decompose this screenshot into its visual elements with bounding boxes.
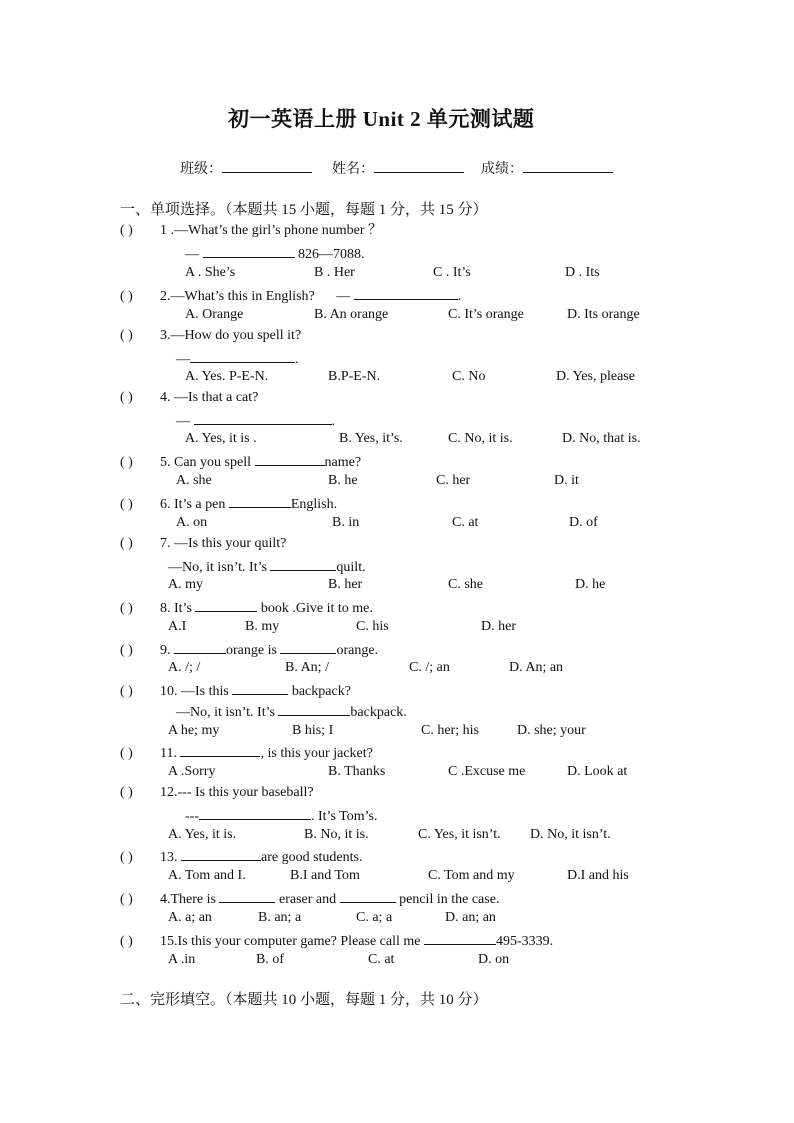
option-a[interactable]: A. Tom and I. — [168, 868, 246, 883]
fill-blank[interactable] — [278, 701, 350, 716]
question-12-answer-line — [185, 805, 377, 826]
question-stem: 8. It’s — [160, 601, 196, 616]
option-a[interactable]: A. my — [168, 577, 203, 592]
option-d[interactable]: D. Yes, please — [556, 369, 635, 384]
option-d[interactable]: D. he — [575, 577, 606, 592]
answer-suffix: . — [295, 352, 299, 367]
question-stem: 13. — [160, 850, 181, 865]
question-stem: 11. — [160, 746, 181, 761]
option-d[interactable]: D. it — [554, 473, 579, 488]
question-14 — [120, 888, 499, 909]
option-a[interactable]: A he; my — [168, 723, 220, 738]
option-b[interactable]: B. her — [328, 577, 363, 592]
question-stem: 3.—How do you spell it? — [160, 328, 302, 343]
section-2-heading: 二、完形填空。（本题共 10 小题，每题 1 分，共 10 分） — [120, 992, 488, 1008]
question-1 — [120, 222, 382, 240]
score-label: 成绩： — [481, 162, 523, 177]
answer-prefix: — — [336, 289, 351, 304]
fill-blank-1[interactable] — [219, 888, 275, 903]
fill-blank[interactable] — [195, 597, 257, 612]
score-blank[interactable] — [523, 158, 613, 173]
answer-paren[interactable]: ( ) — [120, 601, 133, 616]
fill-blank-2[interactable] — [340, 888, 396, 903]
option-c[interactable]: C. at — [452, 515, 479, 530]
answer-prefix: —No, it isn’t. It’s — [168, 560, 271, 575]
answer-paren[interactable]: ( ) — [120, 684, 133, 699]
question-stem: 2.—What’s this in English? — [160, 289, 315, 304]
question-stem-suffix: backpack? — [288, 684, 351, 699]
option-a[interactable]: A. she — [176, 473, 212, 488]
option-b[interactable]: B.P-E-N. — [328, 369, 381, 384]
answer-suffix: backpack. — [350, 705, 407, 720]
option-a[interactable]: A .in — [168, 952, 196, 967]
question-stem-suffix: orange. — [336, 643, 379, 658]
answer-paren[interactable]: ( ) — [120, 536, 133, 551]
question-13 — [120, 846, 362, 867]
question-stem: 5. Can you spell — [160, 455, 255, 470]
option-b[interactable]: B. an; a — [258, 910, 302, 925]
option-a[interactable]: A.I — [168, 619, 187, 634]
fill-blank[interactable] — [194, 410, 332, 425]
answer-paren[interactable]: ( ) — [120, 785, 133, 800]
question-stem: 4. —Is that a cat? — [160, 390, 259, 405]
option-b[interactable]: B. An; / — [285, 660, 329, 675]
question-2 — [120, 285, 461, 306]
answer-paren[interactable]: ( ) — [120, 643, 133, 658]
option-a[interactable]: A. Yes. P-E-N. — [185, 369, 269, 384]
option-d[interactable]: D. No, that is. — [562, 431, 641, 446]
section-1-heading: 一、单项选择。（本题共 15 小题，每题 1 分，共 15 分） — [120, 202, 488, 218]
option-a[interactable]: A. Yes, it is . — [185, 431, 257, 446]
option-c[interactable]: C. It’s orange — [448, 307, 524, 322]
option-a[interactable]: A .Sorry — [168, 764, 216, 779]
option-d[interactable]: D. on — [478, 952, 510, 967]
question-stem-suffix: book .Give it to me. — [257, 601, 373, 616]
answer-prefix: --- — [185, 809, 199, 824]
option-b[interactable]: B. of — [256, 952, 284, 967]
option-d[interactable]: D. her — [481, 619, 516, 634]
answer-paren[interactable]: ( ) — [120, 328, 133, 343]
question-1-answer-line — [185, 243, 365, 264]
option-c[interactable]: C. a; a — [356, 910, 393, 925]
answer-paren[interactable]: ( ) — [120, 892, 133, 907]
option-d[interactable]: D. No, it isn’t. — [530, 827, 611, 842]
option-c[interactable]: C. /; an — [409, 660, 450, 675]
answer-paren[interactable]: ( ) — [120, 289, 133, 304]
option-c[interactable]: C. she — [448, 577, 483, 592]
question-stem: 4.There is — [160, 892, 220, 907]
question-8 — [120, 597, 373, 618]
option-c[interactable]: C. No — [452, 369, 486, 384]
name-label: 姓名： — [332, 162, 374, 177]
fill-blank[interactable] — [354, 285, 458, 300]
answer-prefix: —No, it isn’t. It’s — [176, 705, 279, 720]
option-b[interactable]: B. Yes, it’s. — [339, 431, 403, 446]
class-label: 班级： — [180, 162, 222, 177]
class-field — [180, 158, 312, 179]
answer-paren[interactable]: ( ) — [120, 455, 133, 470]
option-b[interactable]: B. he — [328, 473, 358, 488]
option-b[interactable]: B. An orange — [314, 307, 389, 322]
fill-blank[interactable] — [424, 930, 496, 945]
fill-blank[interactable] — [232, 680, 288, 695]
option-a[interactable]: A . She’s — [185, 265, 236, 280]
answer-suffix: quilt. — [336, 560, 366, 575]
question-4 — [120, 389, 258, 407]
fill-blank[interactable] — [199, 805, 311, 820]
option-b[interactable]: B . Her — [314, 265, 355, 280]
option-c[interactable]: C. Yes, it isn’t. — [418, 827, 501, 842]
question-stem-suffix: 495-3339. — [495, 934, 554, 949]
fill-blank[interactable] — [255, 451, 325, 466]
question-stem-suffix: English. — [290, 497, 338, 512]
option-c[interactable]: C. at — [368, 952, 395, 967]
option-a[interactable]: A. on — [176, 515, 208, 530]
option-c[interactable]: C .Excuse me — [448, 764, 526, 779]
question-stem: 12.--- Is this your baseball? — [160, 785, 314, 800]
option-a[interactable]: A. a; an — [168, 910, 212, 925]
question-10-answer-line — [176, 701, 407, 722]
answer-prefix: — — [185, 247, 199, 262]
option-d[interactable]: D.I and his — [567, 868, 629, 883]
name-field — [332, 158, 464, 179]
option-d[interactable]: D. she; your — [517, 723, 586, 738]
option-d[interactable]: D. of — [569, 515, 598, 530]
option-c[interactable]: C. No, it is. — [448, 431, 513, 446]
answer-prefix: — — [176, 414, 190, 429]
option-d[interactable]: D. Its orange — [567, 307, 640, 322]
question-stem-suffix: , is this your jacket? — [260, 746, 373, 761]
question-7 — [120, 535, 286, 553]
question-5 — [120, 451, 361, 472]
option-a[interactable]: A. Orange — [185, 307, 244, 322]
question-11 — [120, 742, 373, 763]
fill-blank[interactable] — [229, 493, 291, 508]
score-field — [481, 158, 613, 179]
answer-paren[interactable]: ( ) — [120, 390, 133, 405]
option-c[interactable]: C. his — [356, 619, 389, 634]
question-stem-middle: orange is — [226, 643, 281, 658]
question-stem: 1 .—What’s the girl’s phone number ？ — [160, 223, 383, 238]
option-b[interactable]: B. No, it is. — [304, 827, 369, 842]
option-d[interactable]: D . Its — [565, 265, 600, 280]
answer-prefix: — — [176, 352, 190, 367]
fill-blank-2[interactable] — [280, 639, 336, 654]
question-3 — [120, 327, 301, 345]
question-stem-middle: eraser and — [275, 892, 340, 907]
question-stem-suffix: name? — [324, 455, 362, 470]
answer-paren[interactable]: ( ) — [120, 934, 133, 949]
class-blank[interactable] — [222, 158, 312, 173]
question-12 — [120, 784, 314, 802]
question-4-answer-line — [176, 410, 335, 431]
option-d[interactable]: D. an; an — [445, 910, 496, 925]
answer-suffix: . — [331, 414, 335, 429]
question-stem: 15.Is this your computer game? Please call me — [160, 934, 424, 949]
fill-blank[interactable] — [270, 556, 336, 571]
option-c[interactable]: C. Tom and my — [428, 868, 515, 883]
fill-blank[interactable] — [181, 846, 261, 861]
question-stem-suffix: are good students. — [261, 850, 363, 865]
option-c[interactable]: C. her — [436, 473, 471, 488]
option-c[interactable]: C . It’s — [433, 265, 471, 280]
answer-suffix: . It’s Tom’s. — [311, 809, 378, 824]
answer-suffix: . — [457, 289, 462, 304]
answer-paren[interactable]: ( ) — [120, 746, 133, 761]
question-stem: 6. It’s a pen — [160, 497, 229, 512]
option-b[interactable]: B. my — [245, 619, 280, 634]
question-stem: 7. —Is this your quilt? — [160, 536, 287, 551]
question-15 — [120, 930, 553, 951]
question-stem: 9. — [160, 643, 174, 658]
question-9 — [120, 639, 378, 660]
fill-blank[interactable] — [190, 348, 295, 363]
question-7-answer-line — [168, 556, 366, 577]
option-d[interactable]: D. An; an — [509, 660, 564, 675]
question-3-answer-line — [176, 348, 299, 369]
name-blank[interactable] — [374, 158, 464, 173]
option-a[interactable]: A. Yes, it is. — [168, 827, 237, 842]
option-d[interactable]: D. Look at — [567, 764, 628, 779]
question-10 — [120, 680, 351, 701]
fill-blank[interactable] — [180, 742, 260, 757]
question-6 — [120, 493, 337, 514]
option-b[interactable]: B.I and Tom — [290, 868, 360, 883]
fill-blank[interactable] — [203, 243, 295, 258]
question-stem: 10. —Is this — [160, 684, 233, 699]
answer-paren[interactable]: ( ) — [120, 850, 133, 865]
option-b[interactable]: B his; I — [292, 723, 334, 738]
option-a[interactable]: A. /; / — [168, 660, 201, 675]
answer-suffix: 826—7088. — [294, 247, 365, 262]
question-stem-suffix: pencil in the case. — [395, 892, 500, 907]
option-c[interactable]: C. her; his — [421, 723, 479, 738]
answer-paren[interactable]: ( ) — [120, 223, 133, 238]
option-b[interactable]: B. Thanks — [328, 764, 386, 779]
fill-blank-1[interactable] — [174, 639, 226, 654]
option-b[interactable]: B. in — [332, 515, 360, 530]
page-title: 初一英语上册 Unit 2 单元测试题 — [228, 107, 535, 131]
answer-paren[interactable]: ( ) — [120, 497, 133, 512]
